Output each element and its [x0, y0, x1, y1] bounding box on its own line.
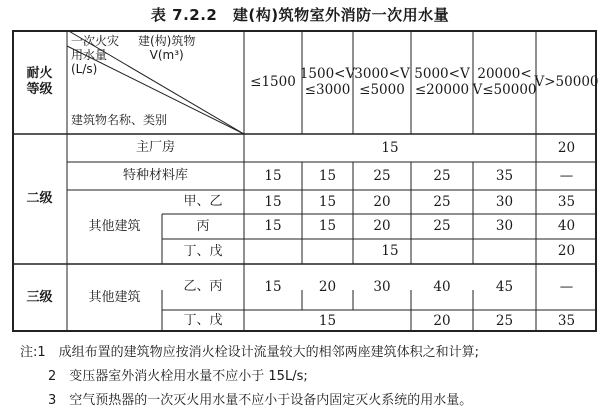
ding-wu-value-merged: 15 — [381, 243, 399, 260]
yi-bing-value: 40 — [433, 278, 451, 295]
ding-wu-value-large: 20 — [557, 243, 576, 260]
jia-yi-value: 15 — [264, 193, 282, 210]
volume-header-1: ≤1500 — [250, 73, 296, 90]
ding-wu-3-value: 25 — [495, 312, 514, 329]
class-ding-wu-label: 丁、戊 — [183, 243, 223, 259]
diag-left-label: 一次火灾 用水量 (L/s) — [71, 34, 120, 76]
diag-bottom-label: 建筑物名称、类别 — [71, 113, 168, 127]
special-store-value: 35 — [495, 167, 514, 184]
table-title: 表 7.2.2 建(构)筑物室外消防一次用水量 — [150, 6, 450, 24]
yi-bing-value: 20 — [318, 278, 337, 295]
yi-bing-value: 45 — [495, 278, 514, 295]
note-3: 3 空气预热器的一次灭火用水量不应小于设备内固定灭火系统的用水量。 — [48, 393, 473, 408]
bing-value: 15 — [264, 218, 282, 235]
note-2: 2 变压器室外消火栓用水量不应小于 15L/s; — [48, 369, 308, 384]
ding-wu-3-value: 20 — [433, 312, 451, 329]
bing-value: 30 — [495, 218, 514, 235]
jia-yi-value: 30 — [495, 193, 514, 210]
class-jia-yi-label: 甲、乙 — [183, 194, 223, 210]
note-1: 注:1 成组布置的建筑物应按消火栓设计流量较大的相邻两座建筑体积之和计算; — [20, 345, 480, 360]
yi-bing-value: 15 — [264, 278, 282, 295]
bing-value: 40 — [557, 218, 576, 235]
jia-yi-value: 15 — [318, 193, 337, 210]
bing-value: 20 — [373, 218, 391, 235]
fire-rating-header: 耐火 等级 — [26, 66, 53, 97]
special-store-value: 15 — [264, 167, 282, 184]
grade-2-label: 二级 — [26, 191, 53, 207]
main-plant-label: 主厂房 — [135, 140, 175, 156]
jia-yi-value: 35 — [557, 193, 576, 210]
volume-header-4: 5000<V ≤20000 — [414, 65, 470, 98]
special-store-value: 25 — [433, 167, 451, 184]
class-bing-label: 丙 — [196, 218, 210, 234]
volume-header-3: 3000<V ≤5000 — [354, 65, 410, 98]
special-store-value: 15 — [318, 167, 337, 184]
grade-3-label: 三级 — [26, 290, 53, 306]
jia-yi-value: 25 — [433, 193, 451, 210]
special-store-value: 25 — [373, 167, 391, 184]
yi-bing-value: 30 — [373, 278, 391, 295]
volume-header-5: 20000< V≤50000 — [472, 65, 537, 98]
main-plant-value-large: 20 — [557, 139, 576, 156]
water-demand-table — [12, 30, 597, 332]
diag-top-label: 建(构)筑物 V(m³) — [138, 34, 196, 62]
special-store-label: 特种材料库 — [122, 168, 188, 184]
other-buildings-label: 其他建筑 — [88, 219, 141, 235]
bing-value: 15 — [318, 218, 337, 235]
main-plant-value-merged: 15 — [381, 139, 399, 156]
bing-value: 25 — [433, 218, 451, 235]
volume-header-2: 1500<V ≤3000 — [299, 65, 356, 98]
jia-yi-value: 20 — [373, 193, 391, 210]
class-ding-wu-label: 丁、戊 — [183, 313, 223, 329]
other-buildings-label: 其他建筑 — [88, 290, 141, 306]
class-yi-bing-label: 乙、丙 — [183, 279, 223, 295]
special-store-value: — — [559, 167, 574, 184]
yi-bing-value: — — [559, 278, 574, 295]
volume-header-6: V>50000 — [534, 73, 599, 90]
ding-wu-3-value: 35 — [557, 312, 576, 329]
ding-wu-3-value-merged: 15 — [318, 312, 337, 329]
